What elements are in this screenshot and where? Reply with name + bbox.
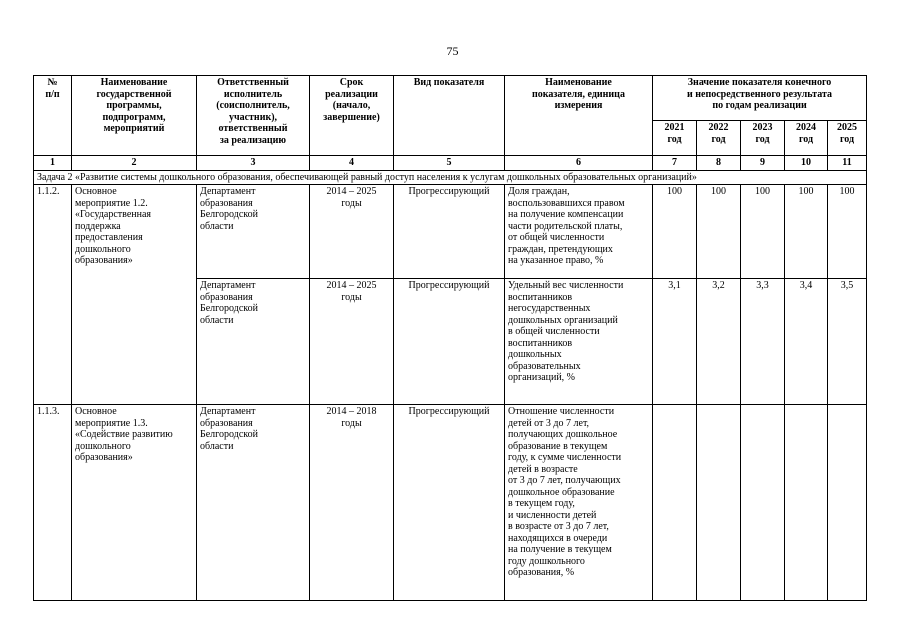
header-indicator-type: Вид показателя [394, 76, 505, 156]
term-cell: 2014 – 2025 годы [310, 185, 394, 279]
executor-cell: Департамент образования Белгородской области [197, 405, 310, 601]
value-cell: 3,1 [653, 279, 697, 405]
value-cell: 100 [828, 185, 867, 279]
indicator-type-cell: Прогрессирующий [394, 279, 505, 405]
value-cell: 3,4 [785, 279, 828, 405]
column-number: 2 [72, 156, 197, 171]
value-cell [653, 405, 697, 601]
indicator-name-cell: Доля граждан, воспользовавшихся правом на получение компенсации части родительской платы, от общей численности граждан, претендующих на указанное право, % [505, 185, 653, 279]
executor-cell: Департамент образования Белгородской области [197, 279, 310, 405]
header-indicator-name: Наименование показателя, единица измерения [505, 76, 653, 156]
column-number: 4 [310, 156, 394, 171]
indicator-name-cell: Отношение численности детей от 3 до 7 лет, получающих дошкольное образование в текущем году, к сумме численности детей в возрасте от 3 до 7 лет, получающих дошкольное образование в текущем году, и численности детей в возрасте от 3 до 7 лет, находящихся в очереди на получение в текущем году дошкольного образования, % [505, 405, 653, 601]
value-cell: 3,3 [741, 279, 785, 405]
header-num: № п/п [34, 76, 72, 156]
page-number: 75 [446, 44, 459, 58]
executor-cell: Департамент образования Белгородской области [197, 185, 310, 279]
term-cell: 2014 – 2025 годы [310, 279, 394, 405]
header-values-group: Значение показателя конечного и непосредственного результата по годам реализации [653, 76, 867, 121]
value-cell [828, 405, 867, 601]
term-cell: 2014 – 2018 годы [310, 405, 394, 601]
row-num: 1.1.3. [34, 405, 72, 601]
header-program: Наименование государственной программы, подпрограмм, мероприятий [72, 76, 197, 156]
column-number: 5 [394, 156, 505, 171]
value-cell: 3,2 [697, 279, 741, 405]
column-number: 8 [697, 156, 741, 171]
indicator-type-cell: Прогрессирующий [394, 405, 505, 601]
row-num: 1.1.2. [34, 185, 72, 405]
value-cell [741, 405, 785, 601]
value-cell [785, 405, 828, 601]
value-cell: 100 [697, 185, 741, 279]
program-cell: Основное мероприятие 1.2. «Государственная поддержка предоставления дошкольного образования» [72, 185, 197, 405]
column-number: 11 [828, 156, 867, 171]
table-row [34, 405, 867, 601]
header-year: 2023 год [741, 121, 785, 156]
value-cell: 100 [785, 185, 828, 279]
header-year: 2022 год [697, 121, 741, 156]
header-term: Срок реализации (начало, завершение) [310, 76, 394, 156]
value-cell: 100 [653, 185, 697, 279]
header-year: 2021 год [653, 121, 697, 156]
table-row [34, 185, 867, 279]
value-cell: 100 [741, 185, 785, 279]
indicator-type-cell: Прогрессирующий [394, 185, 505, 279]
column-number: 1 [34, 156, 72, 171]
column-number: 3 [197, 156, 310, 171]
indicator-name-cell: Удельный вес численности воспитанников негосударственных дошкольных организаций в общей численности воспитанников дошкольных образовательных организаций, % [505, 279, 653, 405]
program-cell: Основное мероприятие 1.3. «Содействие развитию дошкольного образования» [72, 405, 197, 601]
value-cell [697, 405, 741, 601]
header-year: 2024 год [785, 121, 828, 156]
header-year: 2025 год [828, 121, 867, 156]
indicator-table [33, 75, 867, 601]
column-number: 10 [785, 156, 828, 171]
value-cell: 3,5 [828, 279, 867, 405]
column-number: 7 [653, 156, 697, 171]
column-number: 9 [741, 156, 785, 171]
header-executor: Ответственный исполнитель (соисполнитель, участник), ответственный за реализацию [197, 76, 310, 156]
column-number: 6 [505, 156, 653, 171]
task-row: Задача 2 «Развитие системы дошкольного образования, обеспечивающей равный доступ населения к услугам дошкольных образовательных организаций» [34, 170, 867, 185]
